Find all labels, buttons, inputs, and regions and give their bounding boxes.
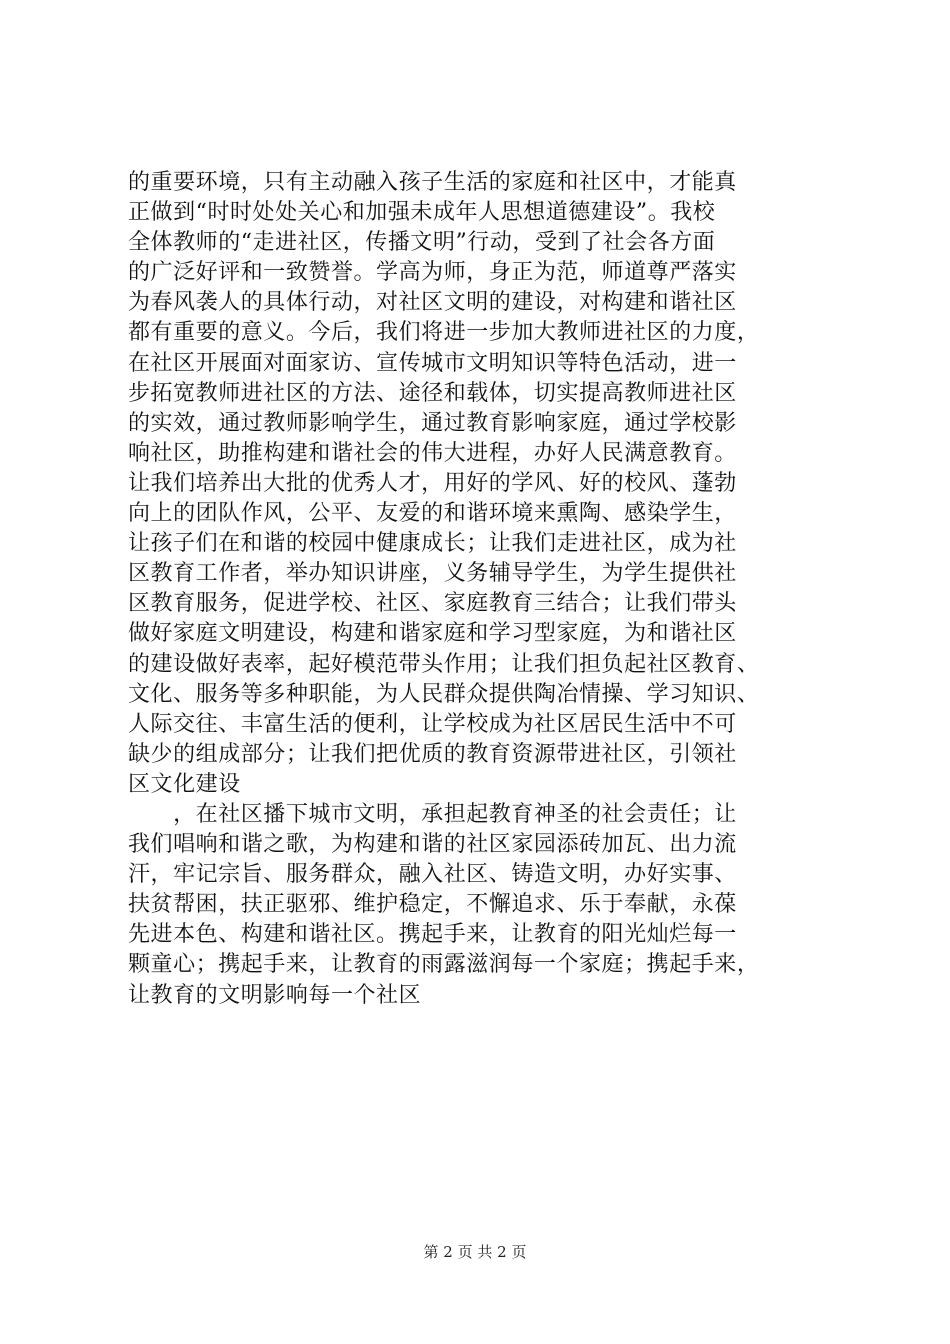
body-text: [128, 168, 828, 1011]
text-line: 颗童心；携起手来，让教育的雨露滋润每一个家庭；携起手来，: [128, 952, 760, 978]
text-line: 为春风袭人的具体行动，对社区文明的建设，对构建和谐社区: [128, 290, 737, 316]
text-line: 做好家庭文明建设，构建和谐家庭和学习型家庭，为和谐社区: [128, 621, 737, 647]
text-line: 区教育工作者，举办知识讲座，义务辅导学生，为学生提供社: [128, 561, 737, 587]
text-line: 扶贫帮困，扶正驱邪、维护稳定，不懈追求、乐于奉献，永葆: [128, 892, 737, 918]
text-line: 区教育服务，促进学校、社区、家庭教育三结合；让我们带头: [128, 591, 737, 617]
text-line: 汗，牢记宗旨、服务群众，融入社区、铸造文明，办好实事、: [128, 862, 737, 888]
text-line: 缺少的组成部分；让我们把优质的教育资源带进社区，引领社: [128, 741, 737, 767]
text-line: ，在社区播下城市文明，承担起教育神圣的社会责任；让: [128, 801, 737, 827]
text-line: 让我们培养出大批的优秀人才，用好的学风、好的校风、蓬勃: [128, 470, 737, 496]
text-line: 在社区开展面对面家访、宣传城市文明知识等特色活动，进一: [128, 350, 737, 376]
text-line: 都有重要的意义。今后，我们将进一步加大教师进社区的力度，: [128, 320, 760, 346]
text-line: 人际交往、丰富生活的便利，让学校成为社区居民生活中不可: [128, 711, 737, 737]
page-number-footer: 第 2 页 共 2 页: [423, 1243, 527, 1261]
text-line: 让孩子们在和谐的校园中健康成长；让我们走进社区，成为社: [128, 531, 737, 557]
text-line: 正做到“时时处处关心和加强未成年人思想道德建设”。我校: [128, 200, 716, 226]
text-line: 区文化建设: [128, 771, 241, 797]
text-line: 全体教师的“走进社区，传播文明”行动，受到了社会各方面: [128, 230, 716, 256]
text-line: 响社区，助推构建和谐社会的伟大进程，办好人民满意教育。: [128, 440, 737, 466]
text-line: 的实效，通过教师影响学生，通过教育影响家庭，通过学校影: [128, 410, 737, 436]
text-line: 文化、服务等多种职能，为人民群众提供陶冶情操、学习知识、: [128, 681, 760, 707]
text-line: 让教育的文明影响每一个社区: [128, 982, 422, 1008]
text-line: 的重要环境，只有主动融入孩子生活的家庭和社区中，才能真: [128, 170, 737, 195]
text-line: 先进本色、构建和谐社区。携起手来，让教育的阳光灿烂每一: [128, 922, 737, 948]
text-line: 步拓宽教师进社区的方法、途径和载体，切实提高教师进社区: [128, 380, 737, 406]
text-line: 的广泛好评和一致赞誉。学高为师，身正为范，师道尊严落实: [128, 260, 737, 286]
text-line: 我们唱响和谐之歌，为构建和谐的社区家园添砖加瓦、出力流: [128, 832, 737, 858]
text-line: 的建设做好表率，起好模范带头作用；让我们担负起社区教育、: [128, 651, 760, 677]
text-line: 向上的团队作风，公平、友爱的和谐环境来熏陶、感染学生，: [128, 501, 737, 527]
